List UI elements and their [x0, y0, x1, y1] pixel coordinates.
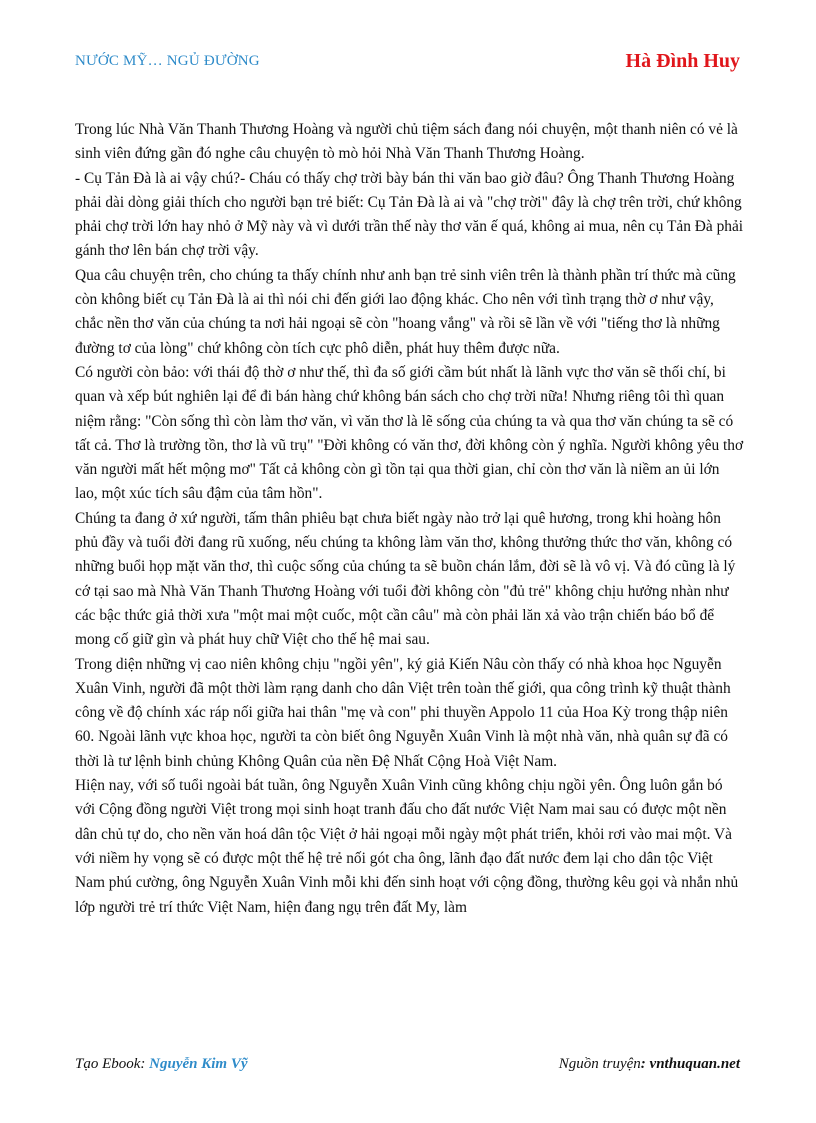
paragraph: Trong diện những vị cao niên không chịu "ngồi yên", ký giả Kiến Nâu còn thấy có nhà khoa học Nguyễn Xuân Vinh, người đã một thời làm rạng danh cho dân Việt trên toàn thế giới, qua công trình kỹ thuật thành công về độ chính xác ráp nối giữa hai thân "mẹ và con" phi thuyền Appolo 11 của Hoa Kỳ trong thập niên 60. Ngoài lãnh vực khoa học, người ta còn biết ông Nguyễn Xuân Vinh là một nhà văn, nhà quân sự đã có thời là tư lệnh binh chủng Không Quân của nền Đệ Nhất Cộng Hoà Việt Nam.: [75, 655, 731, 770]
author-name: Hà Đình Huy: [625, 50, 740, 72]
ebook-credit: [75, 1056, 248, 1073]
paragraph: Trong lúc Nhà Văn Thanh Thương Hoàng và người chủ tiệm sách đang nói chuyện, một thanh niên có vẻ là sinh viên đứng gần đó nghe câu chuyện tò mò hỏi Nhà Văn Thanh Thương Hoàng.: [75, 121, 738, 163]
paragraph: - Cụ Tản Đà là ai vậy chú?- Cháu có thấy chợ trời bày bán thi văn bao giờ đâu? Ông Thanh Thương Hoàng phải dài dòng giải thích cho người bạn trẻ biết: Cụ Tản Đà là ai và "chợ trời" đây là chợ trên trời, chứ không phải chợ trời lớn hay nhỏ ở Mỹ này và vì dưới trần thế này thơ văn ế quá, không ai mua, nên cụ Tản Đà phải gánh thơ lên bán chợ trời vậy.: [75, 169, 744, 260]
body-text: [75, 118, 745, 920]
ebook-separator: :: [140, 1056, 150, 1072]
paragraph: Hiện nay, với số tuổi ngoài bát tuần, ông Nguyễn Xuân Vinh cũng không chịu ngồi yên. Ông luôn gắn bó với Cộng đồng người Việt trong mọi sinh hoạt tranh đấu cho đất nước Việt Nam mai sau có được một nền dân chủ tự do, cho nền văn hoá dân tộc Việt ở hải ngoại mỗi ngày một phát triển, khỏi rơi vào mai một. Và với niềm hy vọng sẽ có được một thế hệ trẻ nối gót cha ông, lãnh đạo đất nước đem lại cho dân tộc Việt Nam phú cường, ông Nguyễn Xuân Vinh mỗi khi đến sinh hoạt với cộng đồng, thường kêu gọi và nhắn nhủ lớp người trẻ trí thức Việt Nam, hiện đang ngụ trên đất My, làm: [75, 777, 739, 916]
page-footer: [75, 1056, 740, 1076]
source-separator: :: [640, 1056, 650, 1072]
source-credit: [559, 1056, 740, 1073]
paragraph: Qua câu chuyện trên, cho chúng ta thấy chính như anh bạn trẻ sinh viên trên là thành phần trí thức mà cũng còn không biết cụ Tản Đà là ai thì nói chi đến giới lao động khác. Cho nên với tình trạng thờ ơ như vậy, chắc nền thơ văn của chúng ta nơi hải ngoại sẽ còn "hoang vắng" và rồi sẽ lần về với "tiếng thơ là những đường tơ của lòng" chứ không còn tích cực phô diễn, phát huy thêm được nữa.: [75, 266, 736, 357]
paragraph: Có người còn bảo: với thái độ thờ ơ như thế, thì đa số giới cầm bút nhất là lãnh vực thơ văn sẽ thối chí, bi quan và xếp bút nghiên lại để đi bán hàng chứ không bán sách cho chợ trời nữa! Nhưng riêng tôi thì quan niệm rằng: "Còn sống thì còn làm thơ văn, vì văn thơ là lẽ sống của chúng ta và qua thơ văn chúng ta sẽ có tất cả. Thơ là trường tồn, thơ là vũ trụ" "Đời không có văn thơ, đời không còn ý nghĩa. Người không yêu thơ văn người mất hết mộng mơ" Tất cả không còn gì tồn tại qua thời gian, chỉ còn thơ văn là niềm an ủi lớn lao, một xúc tích sâu đậm của tâm hồn".: [75, 363, 744, 503]
ebook-label: Tạo Ebook: [75, 1056, 141, 1072]
paragraph: Chúng ta đang ở xứ người, tấm thân phiêu bạt chưa biết ngày nào trở lại quê hương, trong khi hoàng hôn phủ đầy và tuổi đời đang rũ xuống, nếu chúng ta không làm văn thơ, không thưởng thức thơ văn, không có những buổi họp mặt văn thơ, thì cuộc sống của chúng ta sẽ buồn chán lắm, đời sẽ là vô vị. Và đó cũng là lý cớ tại sao mà Nhà Văn Thanh Thương Hoàng với tuổi đời không còn "đủ trẻ" không chịu hưởng nhàn như các bậc thức giả thời xưa "một mai một cuốc, một cần câu" mà còn phải lăn xả vào trận chiến báo bổ để mong cố giữ gìn và phát huy chữ Việt cho thế hệ mai sau.: [75, 509, 736, 649]
ebook-creator-name: Nguyễn Kim Vỹ: [149, 1056, 248, 1072]
book-title: NƯỚC MỸ… NGỦ ĐƯỜNG: [75, 53, 260, 69]
source-label: Nguồn truyện: [558, 1056, 641, 1072]
source-site: vnthuquan.net: [649, 1056, 740, 1072]
page-header: [75, 50, 740, 74]
